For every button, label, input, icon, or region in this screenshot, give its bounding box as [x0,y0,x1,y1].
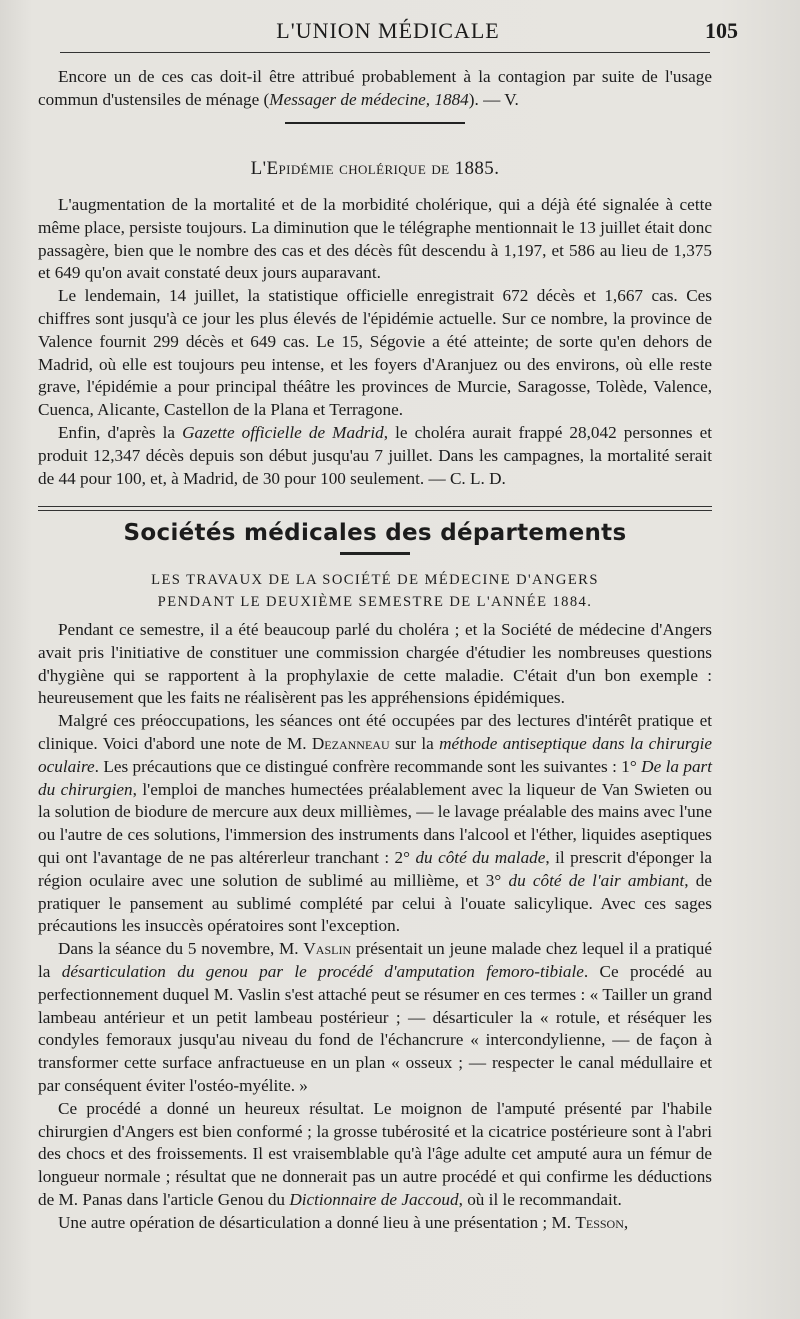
body-paragraph-2 [38,710,712,938]
body-text: Ce procédé a donné un heureux résultat. Le moignon de l'amputé présenté par l'habile chirurgien d'Angers est bien conformé ; la grosse tubérosité et la cicatrice postérieure sont à l'abri des chocs et des froissements. Il est vraisemblable qu'à l'âge adulte cet amputé aura un fémur de longueur normale ; résultat que ne donnerait pas un autre procédé et qui confirme les déductions de M. Panas dans l'article Genou du [38,1098,712,1209]
body-text: Malgré ces préoccupations, les séances ont été occupées par des lectures d'intérêt pratique et clinique. Voici d'abord une note de M. [38,711,712,753]
article-title: L'Epidémie cholérique de 1885. [250,158,500,179]
emphasis-text: du côté du malade [415,847,546,867]
body-text: Une autre opération de désarticulation a donné lieu à une présentation ; M. [58,1212,576,1232]
page-number: 105 [705,18,738,43]
body-text: . Ce procédé au perfectionnement duquel M. Vaslin s'est attaché peut se résumer en ces termes : « Tailler un grand lambeau antérieur et un petit lambeau postérieur ; — désarticuler la « rotule, et réséquer les condyles femoraux jusqu'au niveau du fond de l'échancrure « intercondylienne, — de façon à transformer cette surface anfractueuse en un plan « osseux ; — respecter le canal médullaire et par conséquent éviter l'ostéo-myélite. » [38,961,712,1095]
societies-section [38,500,712,1235]
author-name: Dezanneau [311,733,390,753]
separator-rule [285,122,465,124]
article-cholera [38,148,712,511]
section-title: Sociétés médicales des départements [123,520,627,546]
body-paragraph-1: Pendant ce semestre, il a été beaucoup parlé du choléra ; et la Société de médecine d'Angers avait pris l'initiative de constituer une commission chargée d'étudier les nombreuses questions d'hygiène qui se rapportent à la prophylaxie de cette maladie. C'était d'un bon exemple : heureusement que les faits ne réalisèrent pas les appréhensions épidémiques. [38,620,712,708]
body-text: , l'emploi de manches humectées préalablement avec la liqueur de Van Swieten ou la solution de biodure de mercure aux deux millièmes, — le lavage préalable des mains avec l'une ou l'autre de ces solutions, l'immersion des instruments dans l'alcool et l'éther, liquides aseptiques qui ont l'avantage de ne pas altérerleur tranchant : 2° [38,779,713,867]
subtitle-line-2: PENDANT LE DEUXIÈME SEMESTRE DE L'ANNÉE 1884. [157,594,593,610]
intro-text: Encore un de ces cas doit-il être attribué probablement à la contagion par suite de l'usage commun d'ustensiles de ménage ( [38,67,712,109]
article-paragraph-1: L'augmentation de la mortalité et de la morbidité cholérique, qui a déjà été signalée à cette même place, persiste toujours. La diminution que le télégraphe mentionnait le 13 juillet était donc passagère, bien que le nombre des cas et des décès fût descendu à 1,197, et 586 au lieu de 1,375 et 649 qu'on avait constaté deux jours auparavant. [38,195,712,283]
body-text: présentait un jeune malade chez lequel il a pratiqué la [38,939,712,981]
intro-signature: ). — V. [468,89,519,109]
body-paragraph-5 [38,1212,712,1235]
body-paragraph-4 [38,1098,712,1212]
body-text: , [623,1212,629,1232]
body-text: Dans la séance du 5 novembre, M. [58,939,304,959]
body-text: , où il le recommandait. [458,1189,622,1209]
emphasis-text: du côté de l'air ambiant [508,870,685,890]
body-text: . Les précautions que ce distingué confrère recommande sont les suivantes : 1° [94,756,642,776]
body-text: , il prescrit d'éponger la région oculaire avec une solution de sublimé au millième, et 3° [38,847,712,890]
emphasis-text: Dictionnaire de Jaccoud [289,1189,459,1209]
body-text: , de pratiquer le pansement au sublimé complété par celui à l'ouate salicylique. Avec ces sages précautions les insuccès opératoires sont l'exception. [38,870,712,936]
running-title: L'UNION MÉDICALE [276,18,500,43]
body-text: sur la [389,733,440,753]
article-text: Enfin, d'après la [58,422,183,442]
article-text-end: , le choléra aurait frappé 28,042 personnes et produit 12,347 décès depuis son début jusqu'au 7 juillet. Dans les campagnes, la mortalité serait de 44 pour 100, et, à Madrid, de 30 pour 100 seulement. — C. L. D. [38,422,712,488]
author-name: Vaslin [303,939,352,959]
intro-block [38,66,712,136]
emphasis-text: méthode antiseptique dans la chirurgie oculaire [38,733,712,776]
intro-paragraph [38,66,712,112]
section-subtitle [38,569,712,613]
article-source: Gazette officielle de Madrid [182,422,384,442]
title-rule [340,552,410,555]
emphasis-text: De la part du chirurgien [38,756,713,799]
header-rule [60,52,710,53]
emphasis-text: désarticulation du genou par le procédé d'amputation femoro-tibiale [61,961,584,981]
intro-source: Messager de médecine, 1884 [269,89,469,109]
article-paragraph-3 [38,422,712,490]
body-paragraph-3 [38,938,712,1098]
page-header [38,18,738,48]
author-name: Tesson [575,1212,624,1232]
subtitle-line-1: LES TRAVAUX DE LA SOCIÉTÉ DE MÉDECINE D'ANGERS [151,572,599,588]
article-paragraph-2: Le lendemain, 14 juillet, la statistique officielle enregistrait 672 décès et 1,667 cas. Ces chiffres sont jusqu'à ce jour les plus élevés de l'épidémie actuelle. Sur ce nombre, la province de Valence fournit 299 décès et 649 cas. Le 15, Ségovie a été atteinte; de sorte qu'en dehors de Madrid, où elle est toujours peu intense, et les foyers d'Aranjuez ou des environs, où elle reste grave, l'épidémie a pour principal théâtre les provinces de Murcie, Saragosse, Tolède, Valence, Cuenca, Alicante, Castellon de la Plana et Terragone. [38,286,712,420]
